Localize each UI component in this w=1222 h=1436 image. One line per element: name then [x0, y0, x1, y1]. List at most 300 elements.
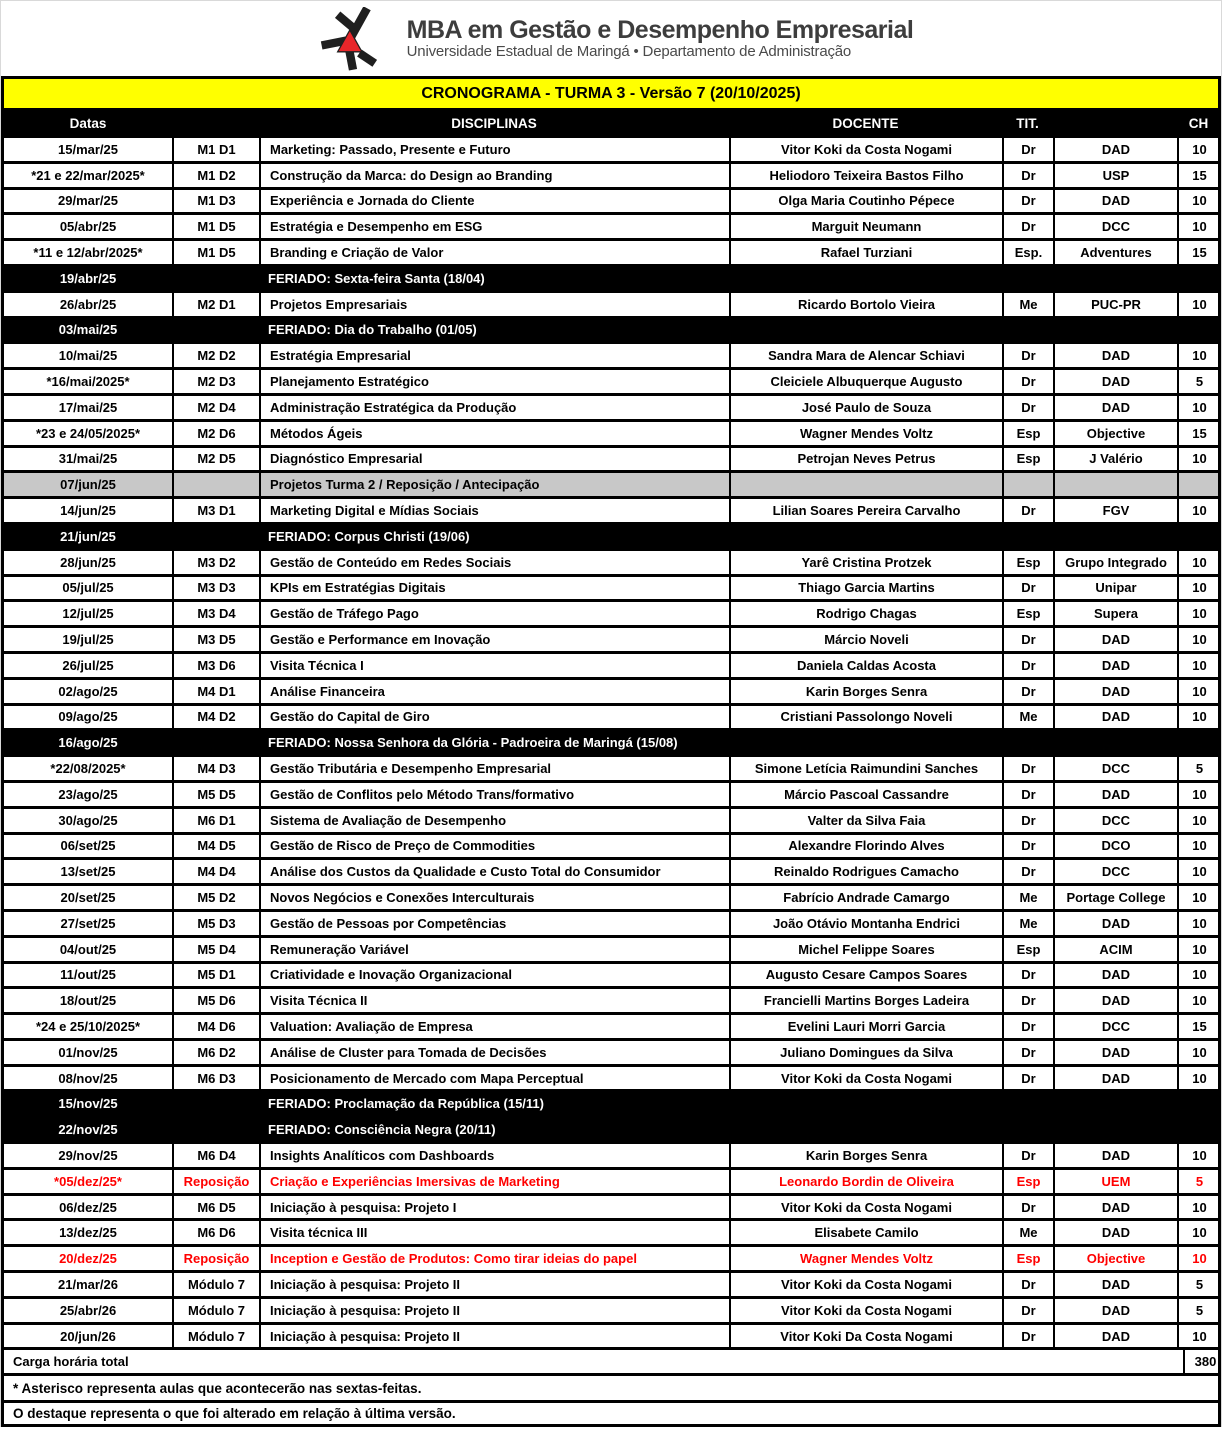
- cell-inst: DAD: [1053, 1067, 1177, 1090]
- footnote-highlight-text: O destaque representa o que foi alterado em relação à última versão.: [13, 1406, 456, 1422]
- cell-inst: DAD: [1053, 1221, 1177, 1244]
- cell-docente: Fabrício Andrade Camargo: [729, 886, 1002, 909]
- cell-docente: Karin Borges Senra: [729, 1144, 1002, 1167]
- schedule-row: [4, 135, 1218, 161]
- cell-code: Módulo 7: [172, 1325, 259, 1348]
- cell-inst: Objective: [1053, 1247, 1177, 1270]
- cell-title: Remuneração Variável: [259, 938, 729, 961]
- cell-docente: Vitor Koki da Costa Nogami: [729, 1196, 1002, 1219]
- cell-docente: Vitor Koki da Costa Nogami: [729, 1299, 1002, 1322]
- cell-tit: Dr: [1002, 344, 1053, 367]
- schedule-row: [4, 651, 1218, 677]
- cell-date: *16/mai/2025*: [46, 374, 130, 390]
- cell-code: M5 D5: [172, 783, 259, 806]
- schedule-row: [4, 806, 1218, 832]
- schedule-row: [4, 1270, 1218, 1296]
- cell-docente: Karin Borges Senra: [729, 680, 1002, 703]
- header-ch: CH: [1188, 115, 1209, 131]
- cell-tit: Dr: [1002, 1015, 1053, 1038]
- cell-code: M2 D1: [172, 293, 259, 316]
- cell-tit: Me: [1002, 1221, 1053, 1244]
- cell-date: 10/mai/25: [58, 348, 118, 364]
- institution-subtitle: Universidade Estadual de Maringá • Departamento de Administração: [406, 43, 852, 61]
- cell-date: 16/ago/25: [58, 735, 118, 751]
- document-header: [1, 1, 1221, 76]
- cell-docente: Juliano Domingues da Silva: [729, 1041, 1002, 1064]
- cell-date: 18/out/25: [59, 993, 117, 1009]
- cell-code: M6 D4: [172, 1144, 259, 1167]
- cell-code: [172, 319, 259, 342]
- cell-date: *21 e 22/mar/2025*: [31, 167, 145, 183]
- cell-inst: DAD: [1053, 138, 1177, 161]
- schedule-row: [4, 1322, 1218, 1348]
- cell-title: Visita Técnica II: [259, 989, 729, 1012]
- cell-inst: [1053, 473, 1177, 496]
- cell-docente: Evelini Lauri Morri Garcia: [729, 1015, 1002, 1038]
- schedule-row: [4, 857, 1218, 883]
- schedule-row: [4, 909, 1218, 935]
- changed-row: [4, 1167, 1218, 1193]
- cell-title: Análise de Cluster para Tomada de Decisões: [259, 1041, 729, 1064]
- schedule-row: [4, 780, 1218, 806]
- cell-date: 29/mar/25: [58, 193, 118, 209]
- cell-docente: Vitor Koki da Costa Nogami: [729, 1067, 1002, 1090]
- cell-date: 30/ago/25: [58, 812, 118, 828]
- cell-tit: Dr: [1002, 964, 1053, 987]
- cell-date: 07/jun/25: [60, 477, 116, 493]
- cell-ch: 10: [1177, 1325, 1220, 1348]
- cell-docente: Cristiani Passolongo Noveli: [729, 706, 1002, 729]
- cell-docente: Daniela Caldas Acosta: [729, 654, 1002, 677]
- cell-title: Planejamento Estratégico: [259, 370, 729, 393]
- cell-tit: Dr: [1002, 783, 1053, 806]
- cell-ch: 15: [1177, 164, 1220, 187]
- cell-inst: DAD: [1053, 964, 1177, 987]
- schedule-row: [4, 1218, 1218, 1244]
- cell-ch: 10: [1177, 1144, 1220, 1167]
- cell-date: 21/mar/26: [58, 1276, 118, 1292]
- cell-code: Reposição: [172, 1247, 259, 1270]
- schedule-row: [4, 986, 1218, 1012]
- cell-title: FERIADO: Nossa Senhora da Glória - Padroeira de Maringá (15/08): [268, 735, 678, 751]
- cell-docente: Simone Letícia Raimundini Sanches: [729, 757, 1002, 780]
- cell-date: 01/nov/25: [58, 1044, 118, 1060]
- cell-tit: Esp.: [1002, 241, 1053, 264]
- cell-inst: DAD: [1053, 370, 1177, 393]
- cell-code: [172, 731, 259, 754]
- cell-title: Marketing Digital e Mídias Sociais: [259, 499, 729, 522]
- cell-ch: 10: [1177, 680, 1220, 703]
- cell-ch: 5: [1177, 370, 1220, 393]
- cell-title: FERIADO: Proclamação da República (15/11): [268, 1096, 544, 1112]
- cell-title: Iniciação à pesquisa: Projeto II: [259, 1325, 729, 1348]
- cell-date: 19/abr/25: [59, 270, 117, 286]
- cell-docente: Augusto Cesare Campos Soares: [729, 964, 1002, 987]
- cell-inst: Adventures: [1053, 241, 1177, 264]
- cell-date: 08/nov/25: [58, 1070, 118, 1086]
- cell-date: 06/set/25: [60, 838, 116, 854]
- cell-inst: DCC: [1053, 757, 1177, 780]
- header-disciplinas: DISCIPLINAS: [451, 115, 537, 131]
- cell-tit: Dr: [1002, 680, 1053, 703]
- schedule-row: [4, 1038, 1218, 1064]
- cell-code: M6 D2: [172, 1041, 259, 1064]
- cell-title: Gestão e Performance em Inovação: [259, 628, 729, 651]
- cell-tit: Me: [1002, 912, 1053, 935]
- cell-title: Sistema de Avaliação de Desempenho: [259, 809, 729, 832]
- cell-tit: Me: [1002, 886, 1053, 909]
- cell-title: Gestão de Risco de Preço de Commodities: [259, 835, 729, 858]
- cell-ch: 10: [1177, 577, 1220, 600]
- cell-title: Projetos Empresariais: [259, 293, 729, 316]
- cell-title: Análise Financeira: [259, 680, 729, 703]
- schedule-row: [4, 341, 1218, 367]
- schedule-row: [4, 419, 1218, 445]
- cell-ch: 10: [1177, 654, 1220, 677]
- cell-title: Iniciação à pesquisa: Projeto I: [259, 1196, 729, 1219]
- cell-inst: ACIM: [1053, 938, 1177, 961]
- changed-row: [4, 1244, 1218, 1270]
- cell-ch: 10: [1177, 1041, 1220, 1064]
- schedule-row: [4, 393, 1218, 419]
- cell-tit: Dr: [1002, 1299, 1053, 1322]
- cell-date: 20/jun/26: [60, 1328, 116, 1344]
- cell-docente: [729, 473, 1002, 496]
- schedule-row: [4, 599, 1218, 625]
- cell-date: 31/mai/25: [58, 451, 118, 467]
- schedule-row: [4, 212, 1218, 238]
- cell-docente: Michel Felippe Soares: [729, 938, 1002, 961]
- cell-tit: Dr: [1002, 654, 1053, 677]
- cell-docente: Olga Maria Coutinho Pépece: [729, 190, 1002, 213]
- cell-code: M1 D5: [172, 241, 259, 264]
- holiday-row: [4, 522, 1218, 548]
- cell-tit: Esp: [1002, 1247, 1053, 1270]
- cell-title: Métodos Ágeis: [259, 422, 729, 445]
- cell-code: M4 D3: [172, 757, 259, 780]
- cell-tit: Dr: [1002, 1325, 1053, 1348]
- cell-inst: DAD: [1053, 1325, 1177, 1348]
- cell-tit: Esp: [1002, 938, 1053, 961]
- cell-docente: Francielli Martins Borges Ladeira: [729, 989, 1002, 1012]
- cell-tit: [1002, 473, 1053, 496]
- cell-code: M6 D3: [172, 1067, 259, 1090]
- schedule-row: [4, 187, 1218, 213]
- cell-code: M2 D5: [172, 448, 259, 471]
- cell-code: M1 D1: [172, 138, 259, 161]
- schedule-row: [4, 754, 1218, 780]
- cell-ch: 10: [1177, 1067, 1220, 1090]
- cell-tit: Dr: [1002, 215, 1053, 238]
- cell-inst: DCC: [1053, 809, 1177, 832]
- cell-docente: João Otávio Montanha Endrici: [729, 912, 1002, 935]
- cell-ch: 10: [1177, 215, 1220, 238]
- cell-title: Experiência e Jornada do Cliente: [259, 190, 729, 213]
- cell-title: FERIADO: Dia do Trabalho (01/05): [268, 322, 477, 338]
- cell-date: 29/nov/25: [58, 1147, 118, 1163]
- cell-code: M5 D1: [172, 964, 259, 987]
- schedule-row: [4, 1012, 1218, 1038]
- cell-docente: Wagner Mendes Voltz: [729, 422, 1002, 445]
- cell-docente: Valter da Silva Faia: [729, 809, 1002, 832]
- cell-ch: 10: [1177, 835, 1220, 858]
- cell-inst: DAD: [1053, 680, 1177, 703]
- cell-date: 03/mai/25: [58, 322, 118, 338]
- cell-title: Estratégia e Desempenho em ESG: [259, 215, 729, 238]
- schedule-row: [4, 935, 1218, 961]
- cell-date: 19/jul/25: [62, 632, 114, 648]
- cell-title: Criatividade e Inovação Organizacional: [259, 964, 729, 987]
- cell-title: Iniciação à pesquisa: Projeto II: [259, 1273, 729, 1296]
- cell-docente: Alexandre Florindo Alves: [729, 835, 1002, 858]
- cell-code: M6 D1: [172, 809, 259, 832]
- schedule-row: [4, 1064, 1218, 1090]
- holiday-row: [4, 1089, 1218, 1115]
- cell-title: Insights Analíticos com Dashboards: [259, 1144, 729, 1167]
- cell-ch: 10: [1177, 938, 1220, 961]
- cell-ch: 10: [1177, 989, 1220, 1012]
- table-body: [4, 135, 1218, 1347]
- cell-inst: Grupo Integrado: [1053, 551, 1177, 574]
- cell-code: M6 D5: [172, 1196, 259, 1219]
- cell-ch: 10: [1177, 344, 1220, 367]
- cell-docente: José Paulo de Souza: [729, 396, 1002, 419]
- cell-ch: 10: [1177, 1196, 1220, 1219]
- cell-tit: Me: [1002, 706, 1053, 729]
- cell-date: 04/out/25: [59, 941, 117, 957]
- cell-ch: 10: [1177, 1247, 1220, 1270]
- cell-tit: Dr: [1002, 577, 1053, 600]
- cell-date: 15/mar/25: [58, 141, 118, 157]
- cell-title: Branding e Criação de Valor: [259, 241, 729, 264]
- cell-inst: DAD: [1053, 783, 1177, 806]
- cell-docente: Ricardo Bortolo Vieira: [729, 293, 1002, 316]
- cell-ch: 10: [1177, 1221, 1220, 1244]
- schedule-row: [4, 1193, 1218, 1219]
- section-row: [4, 470, 1218, 496]
- cell-title: Valuation: Avaliação de Empresa: [259, 1015, 729, 1038]
- header-tit: TIT.: [1016, 115, 1039, 131]
- cell-tit: Esp: [1002, 1170, 1053, 1193]
- cell-code: M5 D6: [172, 989, 259, 1012]
- cell-code: Reposição: [172, 1170, 259, 1193]
- cell-date: 14/jun/25: [60, 503, 116, 519]
- cell-docente: Márcio Noveli: [729, 628, 1002, 651]
- cell-title: Visita técnica III: [259, 1221, 729, 1244]
- cell-code: M5 D2: [172, 886, 259, 909]
- schedule-row: [4, 574, 1218, 600]
- cell-tit: Dr: [1002, 1067, 1053, 1090]
- cell-ch: 10: [1177, 886, 1220, 909]
- header-docente: DOCENTE: [832, 115, 899, 131]
- schedule-row: [4, 961, 1218, 987]
- cell-tit: Dr: [1002, 190, 1053, 213]
- cell-inst: DAD: [1053, 1041, 1177, 1064]
- schedule-row: [4, 238, 1218, 264]
- cell-date: *05/dez/25*: [54, 1173, 122, 1189]
- cell-date: 27/set/25: [60, 915, 116, 931]
- cell-code: M4 D1: [172, 680, 259, 703]
- cell-title: Gestão de Conteúdo em Redes Sociais: [259, 551, 729, 574]
- cell-ch: 5: [1177, 1273, 1220, 1296]
- cronograma-banner: CRONOGRAMA - TURMA 3 - Versão 7 (20/10/2025): [1, 76, 1221, 108]
- cell-ch: 15: [1177, 241, 1220, 264]
- cell-ch: 5: [1177, 1299, 1220, 1322]
- schedule-row: [4, 883, 1218, 909]
- cell-inst: DCC: [1053, 215, 1177, 238]
- cell-code: M2 D6: [172, 422, 259, 445]
- cell-inst: DAD: [1053, 1299, 1177, 1322]
- cell-tit: Dr: [1002, 989, 1053, 1012]
- header-institution: [1053, 111, 1177, 135]
- cell-date: 22/nov/25: [58, 1122, 118, 1138]
- cell-inst: DAD: [1053, 654, 1177, 677]
- cell-docente: Vitor Koki da Costa Nogami: [729, 1273, 1002, 1296]
- cell-ch: 10: [1177, 628, 1220, 651]
- cell-tit: Dr: [1002, 1196, 1053, 1219]
- total-hours-value: 380: [1183, 1350, 1222, 1373]
- cell-date: 20/dez/25: [59, 1251, 117, 1267]
- cell-title: Diagnóstico Empresarial: [259, 448, 729, 471]
- holiday-row: [4, 728, 1218, 754]
- cell-tit: Dr: [1002, 138, 1053, 161]
- cell-date: 25/abr/26: [59, 1302, 117, 1318]
- cell-inst: DAD: [1053, 1144, 1177, 1167]
- cell-code: M6 D6: [172, 1221, 259, 1244]
- cell-ch: 10: [1177, 602, 1220, 625]
- header-module: [172, 111, 259, 135]
- cell-code: M3 D5: [172, 628, 259, 651]
- header-datas: Datas: [69, 115, 107, 131]
- cell-docente: Leonardo Bordin de Oliveira: [729, 1170, 1002, 1193]
- cell-date: 15/nov/25: [58, 1096, 118, 1112]
- cell-inst: USP: [1053, 164, 1177, 187]
- cell-code: Módulo 7: [172, 1299, 259, 1322]
- total-hours-label: Carga horária total: [13, 1354, 129, 1370]
- cell-docente: Marguit Neumann: [729, 215, 1002, 238]
- cell-date: 23/ago/25: [58, 786, 118, 802]
- cell-tit: Dr: [1002, 499, 1053, 522]
- cell-title: Visita Técnica I: [259, 654, 729, 677]
- cell-docente: Reinaldo Rodrigues Camacho: [729, 860, 1002, 883]
- cell-title: Projetos Turma 2 / Reposição / Antecipação: [259, 473, 729, 496]
- cell-tit: Esp: [1002, 422, 1053, 445]
- cell-inst: Objective: [1053, 422, 1177, 445]
- cell-tit: Dr: [1002, 164, 1053, 187]
- cell-code: M2 D2: [172, 344, 259, 367]
- cell-code: M4 D6: [172, 1015, 259, 1038]
- schedule-row: [4, 161, 1218, 187]
- cell-code: M1 D2: [172, 164, 259, 187]
- cell-inst: Portage College: [1053, 886, 1177, 909]
- cell-docente: Yarê Cristina Protzek: [729, 551, 1002, 574]
- holiday-row: [4, 316, 1218, 342]
- schedule-row: [4, 1296, 1218, 1322]
- cell-date: 11/out/25: [60, 967, 116, 983]
- cell-docente: Elisabete Camilo: [729, 1221, 1002, 1244]
- cell-inst: DAD: [1053, 628, 1177, 651]
- cell-inst: DAD: [1053, 344, 1177, 367]
- cell-title: Marketing: Passado, Presente e Futuro: [259, 138, 729, 161]
- cell-ch: 15: [1177, 422, 1220, 445]
- cell-inst: DAD: [1053, 706, 1177, 729]
- cell-title: Construção da Marca: do Design ao Branding: [259, 164, 729, 187]
- cell-date: 17/mai/25: [58, 399, 118, 415]
- cell-title: Inception e Gestão de Produtos: Como tirar ideias do papel: [259, 1247, 729, 1270]
- uem-logo-icon: [309, 7, 397, 71]
- cell-code: M5 D3: [172, 912, 259, 935]
- cell-docente: Wagner Mendes Voltz: [729, 1247, 1002, 1270]
- cell-date: 09/ago/25: [58, 709, 118, 725]
- schedule-row: [4, 677, 1218, 703]
- cell-inst: DAD: [1053, 1273, 1177, 1296]
- cell-tit: Dr: [1002, 628, 1053, 651]
- cell-code: M3 D6: [172, 654, 259, 677]
- cell-code: M4 D4: [172, 860, 259, 883]
- schedule-row: [4, 445, 1218, 471]
- schedule-table: [1, 108, 1221, 1427]
- cell-tit: Dr: [1002, 1041, 1053, 1064]
- cell-docente: Cleiciele Albuquerque Augusto: [729, 370, 1002, 393]
- cell-docente: Sandra Mara de Alencar Schiavi: [729, 344, 1002, 367]
- cell-ch: 10: [1177, 783, 1220, 806]
- cell-date: 21/jun/25: [60, 528, 116, 544]
- cell-ch: 10: [1177, 396, 1220, 419]
- cell-date: 28/jun/25: [60, 554, 116, 570]
- cell-tit: Dr: [1002, 835, 1053, 858]
- cell-title: Análise dos Custos da Qualidade e Custo Total do Consumidor: [259, 860, 729, 883]
- schedule-row: [4, 832, 1218, 858]
- cell-ch: 10: [1177, 860, 1220, 883]
- cell-ch: 10: [1177, 706, 1220, 729]
- footnote-asterisk-text: * Asterisco representa aulas que acontecerão nas sextas-feitas.: [13, 1380, 422, 1396]
- cell-ch: 10: [1177, 499, 1220, 522]
- cell-code: [172, 1092, 259, 1115]
- schedule-row: [4, 290, 1218, 316]
- cell-inst: Supera: [1053, 602, 1177, 625]
- cell-inst: J Valério: [1053, 448, 1177, 471]
- cell-inst: DCO: [1053, 835, 1177, 858]
- cell-code: [172, 525, 259, 548]
- schedule-row: [4, 367, 1218, 393]
- cell-title: Gestão de Tráfego Pago: [259, 602, 729, 625]
- cell-title: Iniciação à pesquisa: Projeto II: [259, 1299, 729, 1322]
- cell-ch: 5: [1177, 757, 1220, 780]
- cell-docente: Petrojan Neves Petrus: [729, 448, 1002, 471]
- cell-title: FERIADO: Consciência Negra (20/11): [268, 1122, 496, 1138]
- cell-code: M2 D4: [172, 396, 259, 419]
- cell-date: *23 e 24/05/2025*: [35, 425, 141, 441]
- cell-code: M2 D3: [172, 370, 259, 393]
- holiday-row: [4, 1115, 1218, 1141]
- cell-code: M4 D2: [172, 706, 259, 729]
- cell-code: M3 D2: [172, 551, 259, 574]
- cell-inst: FGV: [1053, 499, 1177, 522]
- schedule-row: [4, 548, 1218, 574]
- cell-code: M1 D3: [172, 190, 259, 213]
- schedule-row: [4, 496, 1218, 522]
- cell-date: 13/dez/25: [59, 1225, 117, 1241]
- holiday-row: [4, 264, 1218, 290]
- cell-docente: Márcio Pascoal Cassandre: [729, 783, 1002, 806]
- cell-docente: Thiago Garcia Martins: [729, 577, 1002, 600]
- cell-title: Gestão de Conflitos pelo Método Trans/formativo: [259, 783, 729, 806]
- cell-ch: 10: [1177, 190, 1220, 213]
- cell-title: KPIs em Estratégias Digitais: [259, 577, 729, 600]
- cell-inst: DAD: [1053, 396, 1177, 419]
- schedule-row: [4, 1141, 1218, 1167]
- cell-ch: 5: [1177, 1170, 1220, 1193]
